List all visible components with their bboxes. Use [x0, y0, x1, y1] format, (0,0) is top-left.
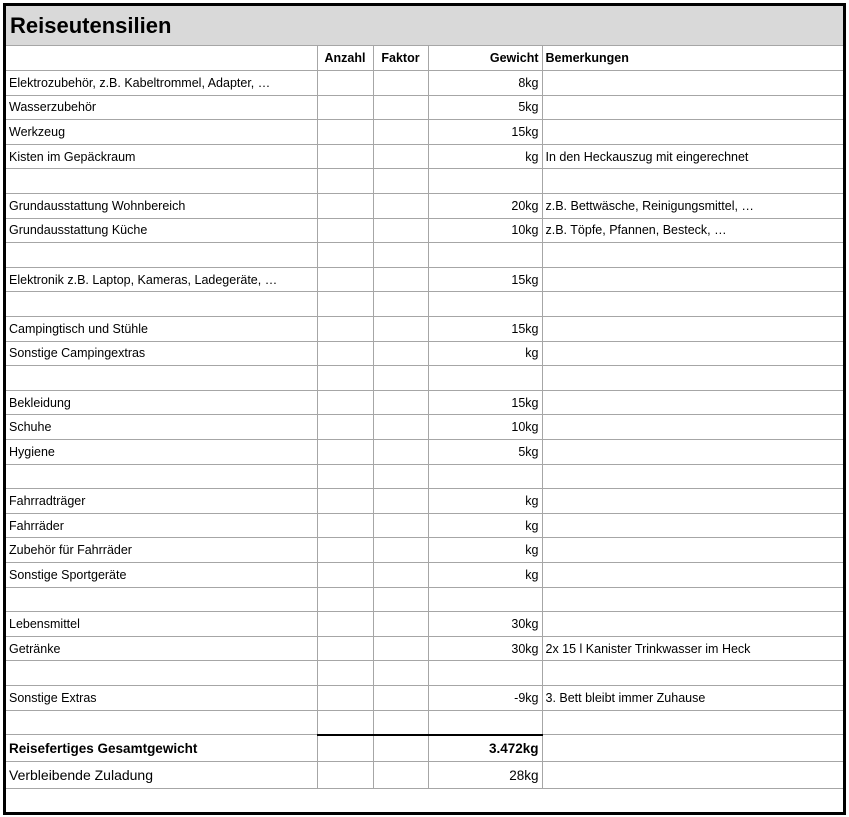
item-bemerkung-cell[interactable] — [542, 71, 843, 96]
item-bemerkung-cell[interactable] — [542, 513, 843, 538]
item-anzahl-cell[interactable] — [317, 390, 373, 415]
item-faktor-cell[interactable] — [373, 243, 428, 268]
packing-table — [6, 46, 843, 789]
item-anzahl-cell[interactable] — [317, 685, 373, 710]
item-anzahl-cell[interactable] — [317, 194, 373, 219]
table-body — [6, 71, 843, 735]
item-weight-cell[interactable]: 30kg — [428, 612, 542, 637]
item-name-cell[interactable]: Elektrozubehör, z.B. Kabeltrommel, Adapter, … — [6, 71, 317, 96]
item-anzahl-cell[interactable] — [317, 144, 373, 169]
item-weight-cell[interactable] — [428, 661, 542, 686]
item-bemerkung-cell[interactable] — [542, 440, 843, 465]
item-name-cell[interactable] — [6, 587, 317, 612]
item-bemerkung-cell[interactable] — [542, 292, 843, 317]
table-row — [6, 562, 843, 587]
item-anzahl-cell[interactable] — [317, 415, 373, 440]
item-name-cell[interactable]: Sonstige Campingextras — [6, 341, 317, 366]
item-weight-cell[interactable] — [428, 464, 542, 489]
item-anzahl-cell[interactable] — [317, 464, 373, 489]
item-bemerkung-cell[interactable] — [542, 243, 843, 268]
header-row — [6, 46, 843, 71]
item-anzahl-cell[interactable] — [317, 440, 373, 465]
item-faktor-cell[interactable] — [373, 562, 428, 587]
item-faktor-cell[interactable] — [373, 95, 428, 120]
item-name-cell[interactable]: Sonstige Extras — [6, 685, 317, 710]
total-label[interactable]: Reisefertiges Gesamtgewicht — [6, 735, 317, 762]
item-name-cell[interactable]: Bekleidung — [6, 390, 317, 415]
table-row — [6, 95, 843, 120]
item-anzahl-cell[interactable] — [317, 292, 373, 317]
table-row — [6, 169, 843, 194]
item-bemerkung-cell[interactable] — [542, 661, 843, 686]
table-row — [6, 366, 843, 391]
item-weight-cell[interactable]: kg — [428, 341, 542, 366]
header-faktor[interactable]: Faktor — [373, 46, 428, 71]
item-faktor-cell[interactable] — [373, 120, 428, 145]
item-name-cell[interactable]: Lebensmittel — [6, 612, 317, 637]
item-weight-cell[interactable]: 20kg — [428, 194, 542, 219]
item-weight-cell[interactable]: kg — [428, 144, 542, 169]
item-name-cell[interactable] — [6, 243, 317, 268]
table-row — [6, 612, 843, 637]
item-anzahl-cell[interactable] — [317, 120, 373, 145]
item-anzahl-cell[interactable] — [317, 661, 373, 686]
table-row — [6, 415, 843, 440]
item-bemerkung-cell[interactable] — [542, 710, 843, 735]
item-bemerkung-cell[interactable] — [542, 562, 843, 587]
total-row — [6, 735, 843, 762]
item-faktor-cell[interactable] — [373, 267, 428, 292]
item-name-cell[interactable]: Zubehör für Fahrräder — [6, 538, 317, 563]
item-bemerkung-cell[interactable]: 3. Bett bleibt immer Zuhause — [542, 685, 843, 710]
item-name-cell[interactable]: Campingtisch und Stühle — [6, 317, 317, 342]
table-row — [6, 464, 843, 489]
table-row — [6, 661, 843, 686]
remaining-weight[interactable]: 28kg — [428, 762, 542, 789]
item-anzahl-cell[interactable] — [317, 366, 373, 391]
item-anzahl-cell[interactable] — [317, 612, 373, 637]
item-bemerkung-cell[interactable] — [542, 317, 843, 342]
item-weight-cell[interactable] — [428, 587, 542, 612]
item-weight-cell[interactable]: kg — [428, 513, 542, 538]
item-anzahl-cell[interactable] — [317, 169, 373, 194]
remaining-anzahl-cell[interactable] — [317, 762, 373, 789]
item-name-cell[interactable]: Fahrradträger — [6, 489, 317, 514]
table-row — [6, 120, 843, 145]
item-faktor-cell[interactable] — [373, 292, 428, 317]
item-anzahl-cell[interactable] — [317, 341, 373, 366]
item-bemerkung-cell[interactable] — [542, 120, 843, 145]
item-anzahl-cell[interactable] — [317, 538, 373, 563]
item-weight-cell[interactable] — [428, 292, 542, 317]
item-weight-cell[interactable]: 30kg — [428, 636, 542, 661]
item-anzahl-cell[interactable] — [317, 587, 373, 612]
table-row — [6, 267, 843, 292]
item-weight-cell[interactable]: kg — [428, 489, 542, 514]
item-faktor-cell[interactable] — [373, 636, 428, 661]
item-faktor-cell[interactable] — [373, 440, 428, 465]
item-anzahl-cell[interactable] — [317, 317, 373, 342]
item-name-cell[interactable]: Grundausstattung Küche — [6, 218, 317, 243]
item-faktor-cell[interactable] — [373, 317, 428, 342]
item-name-cell[interactable] — [6, 710, 317, 735]
item-weight-cell[interactable]: 10kg — [428, 415, 542, 440]
item-weight-cell[interactable]: 15kg — [428, 390, 542, 415]
table-row — [6, 538, 843, 563]
header-anzahl[interactable]: Anzahl — [317, 46, 373, 71]
item-faktor-cell[interactable] — [373, 390, 428, 415]
table-row — [6, 243, 843, 268]
item-weight-cell[interactable]: 15kg — [428, 317, 542, 342]
item-name-cell[interactable] — [6, 169, 317, 194]
item-faktor-cell[interactable] — [373, 144, 428, 169]
item-faktor-cell[interactable] — [373, 415, 428, 440]
total-anzahl-cell[interactable] — [317, 735, 373, 762]
item-weight-cell[interactable]: 10kg — [428, 218, 542, 243]
item-bemerkung-cell[interactable] — [542, 95, 843, 120]
table-row — [6, 317, 843, 342]
table-row — [6, 218, 843, 243]
item-bemerkung-cell[interactable] — [542, 415, 843, 440]
header-name[interactable] — [6, 46, 317, 71]
item-anzahl-cell[interactable] — [317, 636, 373, 661]
item-anzahl-cell[interactable] — [317, 71, 373, 96]
total-faktor-cell[interactable] — [373, 735, 428, 762]
item-weight-cell[interactable]: 8kg — [428, 71, 542, 96]
remaining-row — [6, 762, 843, 789]
item-faktor-cell[interactable] — [373, 341, 428, 366]
remaining-label[interactable]: Verbleibende Zuladung — [6, 762, 317, 789]
item-faktor-cell[interactable] — [373, 612, 428, 637]
item-bemerkung-cell[interactable]: 2x 15 l Kanister Trinkwasser im Heck — [542, 636, 843, 661]
item-weight-cell[interactable] — [428, 710, 542, 735]
item-faktor-cell[interactable] — [373, 513, 428, 538]
item-weight-cell[interactable] — [428, 366, 542, 391]
item-name-cell[interactable]: Wasserzubehör — [6, 95, 317, 120]
item-name-cell[interactable]: Getränke — [6, 636, 317, 661]
table-row — [6, 685, 843, 710]
item-anzahl-cell[interactable] — [317, 95, 373, 120]
table-row — [6, 587, 843, 612]
item-bemerkung-cell[interactable]: z.B. Töpfe, Pfannen, Besteck, … — [542, 218, 843, 243]
item-faktor-cell[interactable] — [373, 661, 428, 686]
total-bemerkung-cell[interactable] — [542, 735, 843, 762]
item-faktor-cell[interactable] — [373, 538, 428, 563]
item-name-cell[interactable]: Werkzeug — [6, 120, 317, 145]
item-name-cell[interactable] — [6, 292, 317, 317]
table-row — [6, 710, 843, 735]
item-anzahl-cell[interactable] — [317, 218, 373, 243]
total-weight[interactable]: 3.472kg — [428, 735, 542, 762]
item-faktor-cell[interactable] — [373, 194, 428, 219]
item-faktor-cell[interactable] — [373, 169, 428, 194]
item-weight-cell[interactable]: -9kg — [428, 685, 542, 710]
item-bemerkung-cell[interactable] — [542, 366, 843, 391]
table-row — [6, 292, 843, 317]
item-weight-cell[interactable]: 15kg — [428, 267, 542, 292]
item-anzahl-cell[interactable] — [317, 710, 373, 735]
header-gewicht[interactable]: Gewicht — [428, 46, 542, 71]
header-bemerkungen[interactable]: Bemerkungen — [542, 46, 843, 71]
remaining-bemerkung-cell[interactable] — [542, 762, 843, 789]
item-name-cell[interactable]: Sonstige Sportgeräte — [6, 562, 317, 587]
item-anzahl-cell[interactable] — [317, 562, 373, 587]
item-name-cell[interactable] — [6, 661, 317, 686]
item-anzahl-cell[interactable] — [317, 513, 373, 538]
item-name-cell[interactable]: Kisten im Gepäckraum — [6, 144, 317, 169]
remaining-faktor-cell[interactable] — [373, 762, 428, 789]
item-bemerkung-cell[interactable] — [542, 341, 843, 366]
item-bemerkung-cell[interactable] — [542, 612, 843, 637]
item-faktor-cell[interactable] — [373, 587, 428, 612]
table-row — [6, 194, 843, 219]
item-name-cell[interactable]: Schuhe — [6, 415, 317, 440]
item-bemerkung-cell[interactable]: z.B. Bettwäsche, Reinigungsmittel, … — [542, 194, 843, 219]
item-anzahl-cell[interactable] — [317, 489, 373, 514]
item-bemerkung-cell[interactable] — [542, 587, 843, 612]
item-bemerkung-cell[interactable] — [542, 390, 843, 415]
item-faktor-cell[interactable] — [373, 489, 428, 514]
item-faktor-cell[interactable] — [373, 366, 428, 391]
table-row — [6, 341, 843, 366]
item-name-cell[interactable] — [6, 366, 317, 391]
table-row — [6, 636, 843, 661]
item-name-cell[interactable]: Fahrräder — [6, 513, 317, 538]
item-bemerkung-cell[interactable]: In den Heckauszug mit eingerechnet — [542, 144, 843, 169]
item-weight-cell[interactable]: 15kg — [428, 120, 542, 145]
item-faktor-cell[interactable] — [373, 218, 428, 243]
item-name-cell[interactable]: Hygiene — [6, 440, 317, 465]
item-weight-cell[interactable] — [428, 243, 542, 268]
item-faktor-cell[interactable] — [373, 710, 428, 735]
table-row — [6, 71, 843, 96]
item-anzahl-cell[interactable] — [317, 243, 373, 268]
table-row — [6, 440, 843, 465]
item-name-cell[interactable]: Elektronik z.B. Laptop, Kameras, Ladegeräte, … — [6, 267, 317, 292]
item-weight-cell[interactable]: kg — [428, 538, 542, 563]
item-weight-cell[interactable]: 5kg — [428, 440, 542, 465]
item-bemerkung-cell[interactable] — [542, 267, 843, 292]
item-bemerkung-cell[interactable] — [542, 489, 843, 514]
item-name-cell[interactable] — [6, 464, 317, 489]
item-weight-cell[interactable]: kg — [428, 562, 542, 587]
title-bar — [6, 6, 843, 46]
item-anzahl-cell[interactable] — [317, 267, 373, 292]
item-bemerkung-cell[interactable] — [542, 169, 843, 194]
item-name-cell[interactable]: Grundausstattung Wohnbereich — [6, 194, 317, 219]
item-bemerkung-cell[interactable] — [542, 464, 843, 489]
item-faktor-cell[interactable] — [373, 464, 428, 489]
table-row — [6, 144, 843, 169]
item-faktor-cell[interactable] — [373, 71, 428, 96]
table-row — [6, 489, 843, 514]
item-bemerkung-cell[interactable] — [542, 538, 843, 563]
item-weight-cell[interactable] — [428, 169, 542, 194]
table-row — [6, 513, 843, 538]
table-row — [6, 390, 843, 415]
item-weight-cell[interactable]: 5kg — [428, 95, 542, 120]
spreadsheet — [3, 3, 846, 815]
item-faktor-cell[interactable] — [373, 685, 428, 710]
sheet-title[interactable]: Reiseutensilien — [10, 12, 172, 38]
